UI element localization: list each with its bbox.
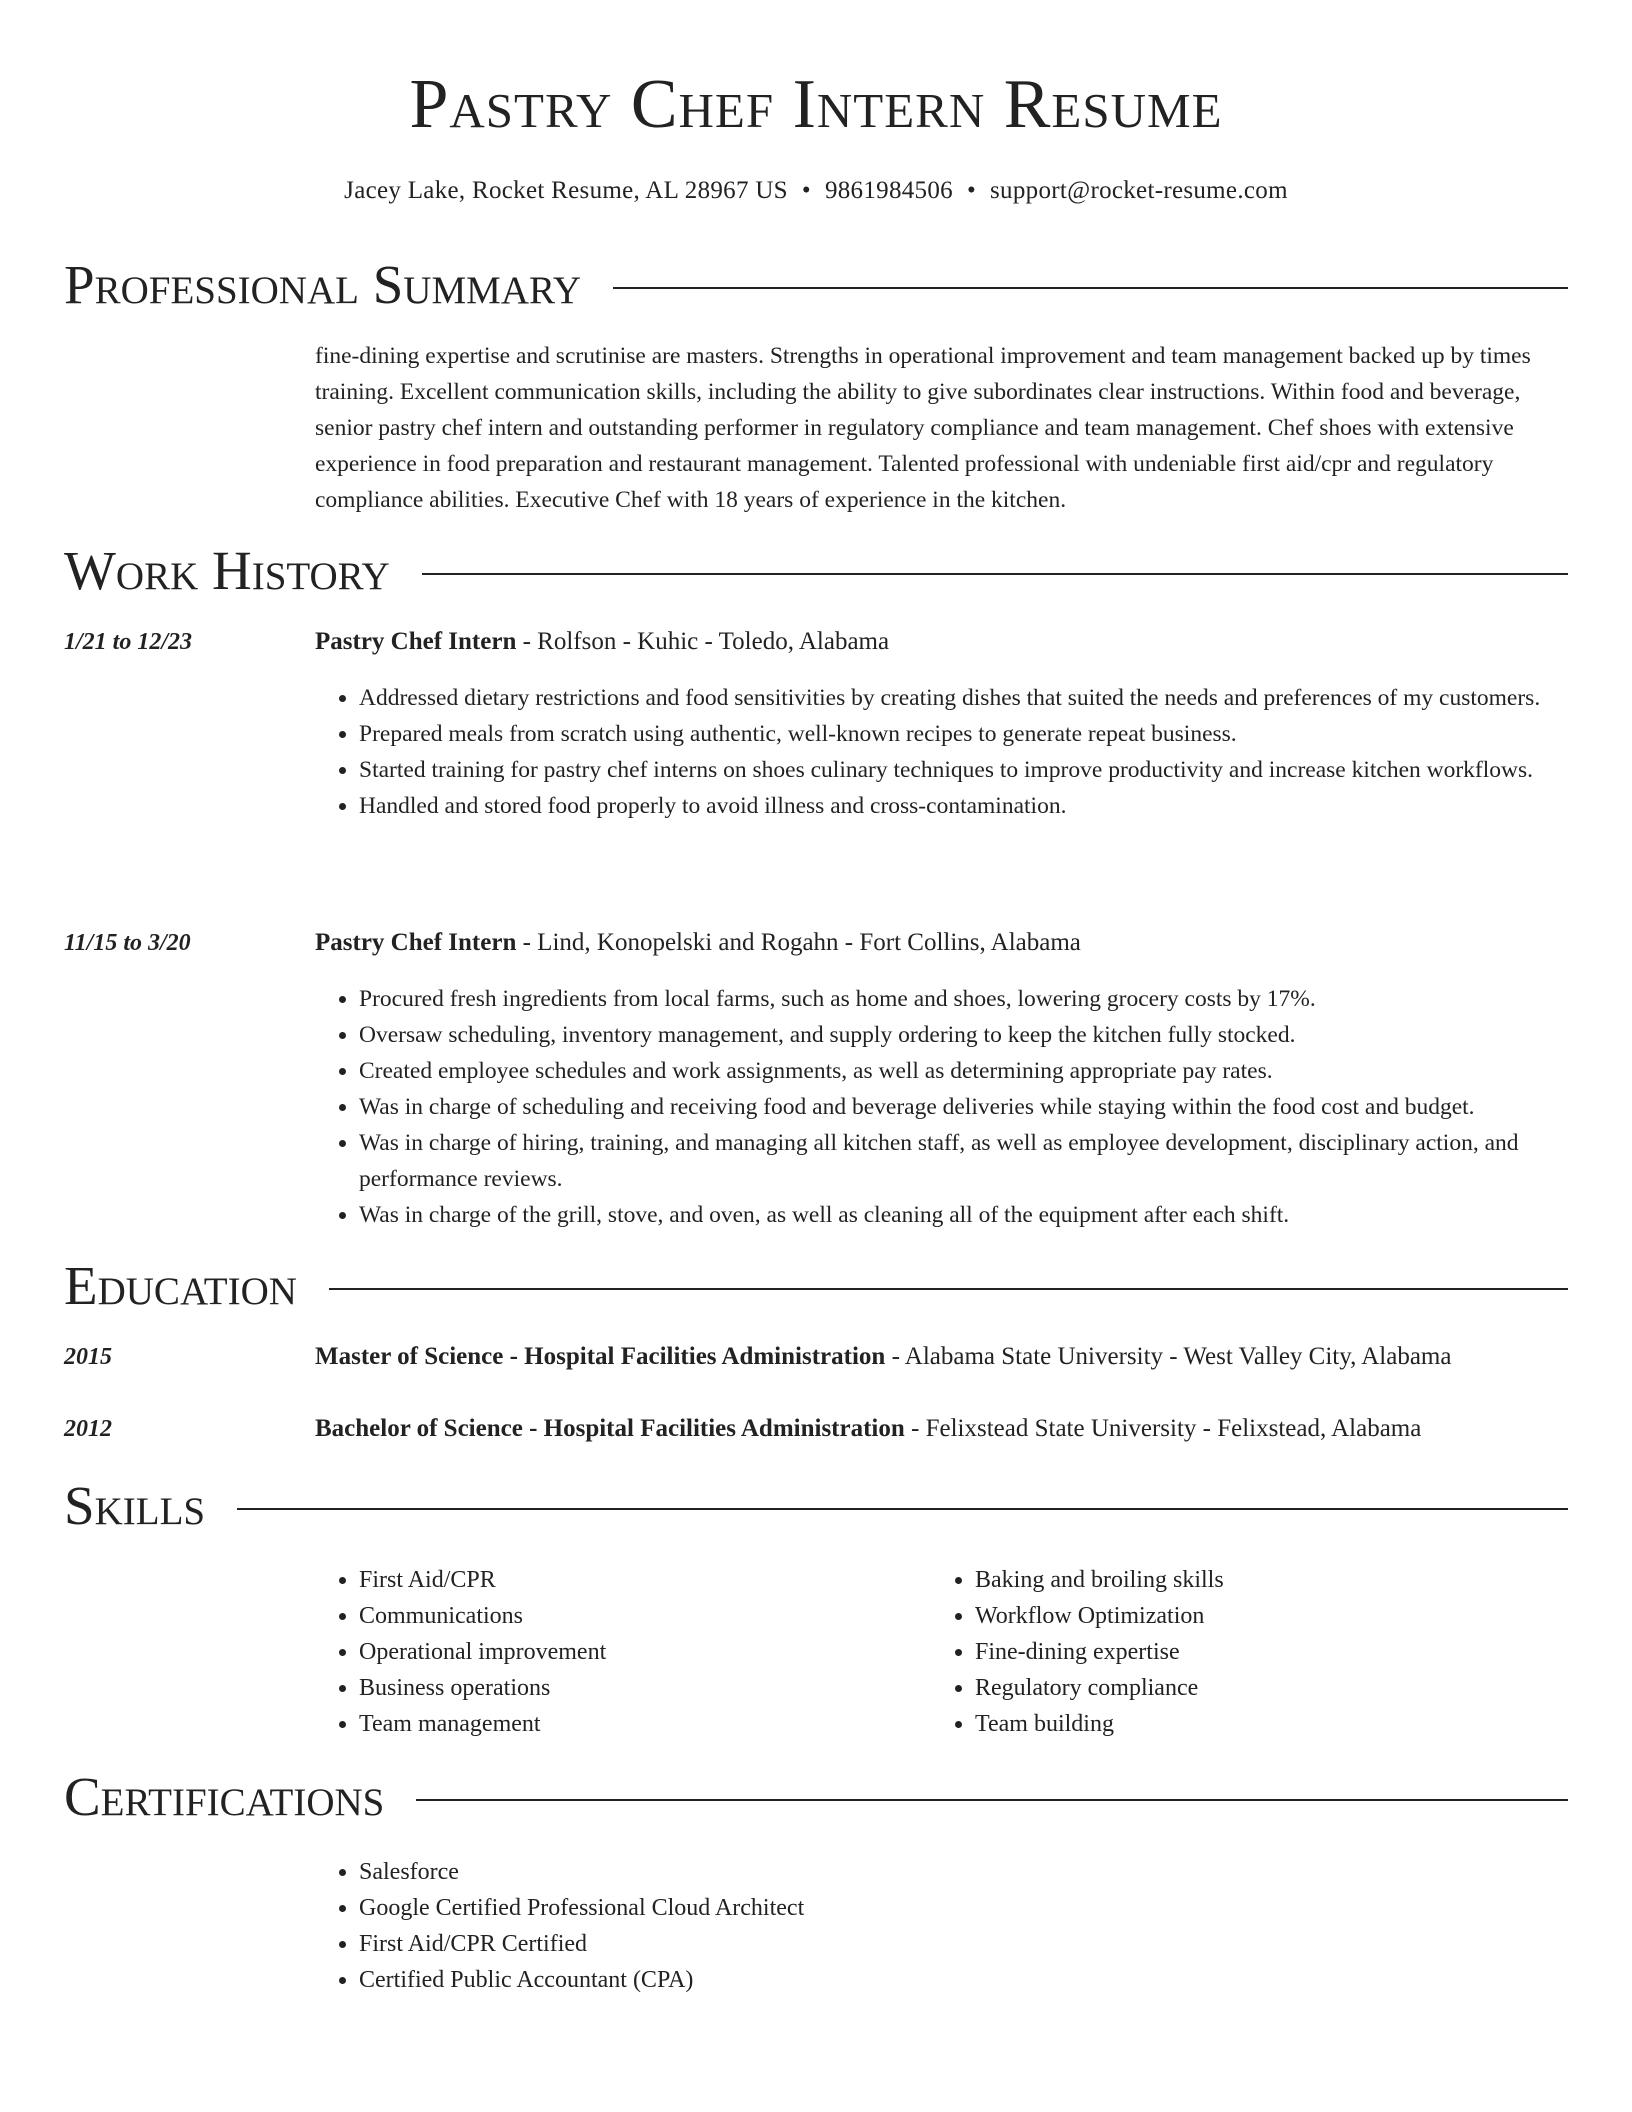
certifications-list [315,1854,1315,1998]
education-school: - Felixstead State University - Felixstead, Alabama [904,1415,1422,1442]
work-heading: Work History [64,540,390,601]
job-bullet: • Handled and stored food properly to avoid illness and cross-contamination. [359,788,1570,824]
education-heading: Education [64,1255,297,1316]
job-bullet: • Started training for pastry chef interns on shoes culinary techniques to improve productivity and increase kitchen workflows. [359,752,1570,788]
job-bullet: • Was in charge of the grill, stove, and oven, as well as cleaning all of the equipment after each shift. [359,1197,1570,1233]
contact-email: support@rocket-resume.com [990,177,1288,204]
job-title-line [315,626,1570,658]
education-entry [315,1341,1570,1373]
job-title-line [315,927,1570,959]
skill-item: • Team management [359,1706,915,1742]
resume-title: Pastry Chef Intern Resume [409,66,1223,143]
skill-item: • Workflow Optimization [975,1598,1531,1634]
job-employer: - Rolfson - Kuhic - Toledo, Alabama [516,628,890,655]
job-dates: 11/15 to 3/20 [64,930,191,956]
certification-item: • First Aid/CPR Certified [359,1926,1315,1962]
skill-item: • Operational improvement [359,1634,915,1670]
job-bullet: • Oversaw scheduling, inventory management, and supply ordering to keep the kitchen fully stocked. [359,1017,1570,1053]
job-bullet: • Addressed dietary restrictions and food sensitivities by creating dishes that suited the needs and preferences of my customers. [359,680,1570,716]
skill-item: • Communications [359,1598,915,1634]
job-bullets [315,981,1570,1233]
education-school: - Alabama State University - West Valley City, Alabama [885,1343,1452,1370]
section-divider [422,573,1568,575]
contact-line [0,175,1632,207]
job-bullets [315,680,1570,824]
contact-phone: 9861984506 [824,177,953,204]
job-dates: 1/21 to 12/23 [64,629,193,655]
skills-list-left [315,1562,915,1742]
certifications-section-header [64,1762,1568,1832]
education-year: 2015 [64,1344,112,1370]
job-bullet: • Prepared meals from scratch using authentic, well-known recipes to generate repeat business. [359,716,1570,752]
certification-item: • Google Certified Professional Cloud Architect [359,1890,1315,1926]
skills-section-header [64,1471,1568,1541]
education-year: 2012 [64,1416,112,1442]
section-divider [416,1799,1568,1801]
contact-separator: • [801,177,811,204]
section-divider [329,1288,1568,1290]
job-bullet: • Was in charge of scheduling and receiving food and beverage deliveries while staying within the food cost and budget. [359,1089,1570,1125]
skill-item: • First Aid/CPR [359,1562,915,1598]
skill-item: • Fine-dining expertise [975,1634,1531,1670]
skills-list-right [931,1562,1531,1742]
summary-section-header [64,250,1568,320]
education-entry [315,1413,1570,1445]
section-divider [237,1508,1568,1510]
certifications-heading: Certifications [64,1766,385,1827]
education-degree: Master of Science - Hospital Facilities Administration [315,1343,886,1370]
job-title: Pastry Chef Intern [315,628,517,655]
skill-item: • Regulatory compliance [975,1670,1531,1706]
skill-item: • Team building [975,1706,1531,1742]
contact-address: Jacey Lake, Rocket Resume, AL 28967 US [344,177,788,204]
education-degree: Bachelor of Science - Hospital Facilities Administration [315,1415,905,1442]
skill-item: • Baking and broiling skills [975,1562,1531,1598]
certification-item: • Certified Public Accountant (CPA) [359,1962,1315,1998]
section-divider [613,287,1568,289]
job-bullet: • Created employee schedules and work assignments, as well as determining appropriate pay rates. [359,1053,1570,1089]
job-bullet: • Was in charge of hiring, training, and managing all kitchen staff, as well as employee development, disciplinary action, and performance reviews. [359,1125,1570,1197]
contact-separator: • [966,177,977,204]
work-section-header [64,536,1568,606]
summary-text: fine-dining expertise and scrutinise are masters. Strengths in operational improvement and team management backed up by times training. Excellent communication skills, including the ability to give subordinates clear instructions. Within food and beverage, senior pastry chef intern and outstanding performer in regulatory compliance and team management. Chef shoes with extensive experience in food preparation and restaurant management. Talented professional with undeniable first aid/cpr and regulatory compliance abilities. Executive Chef with 18 years of experience in the kitchen. [315,343,1531,513]
summary-heading: Professional Summary [64,254,582,315]
job-title: Pastry Chef Intern [315,929,517,956]
education-section-header [64,1251,1568,1321]
skill-item: • Business operations [359,1670,915,1706]
job-employer: - Lind, Konopelski and Rogahn - Fort Collins, Alabama [516,929,1081,956]
skills-heading: Skills [64,1475,206,1536]
certification-item: • Salesforce [359,1854,1315,1890]
job-bullet: • Procured fresh ingredients from local farms, such as home and shoes, lowering grocery costs by 17%. [359,981,1570,1017]
